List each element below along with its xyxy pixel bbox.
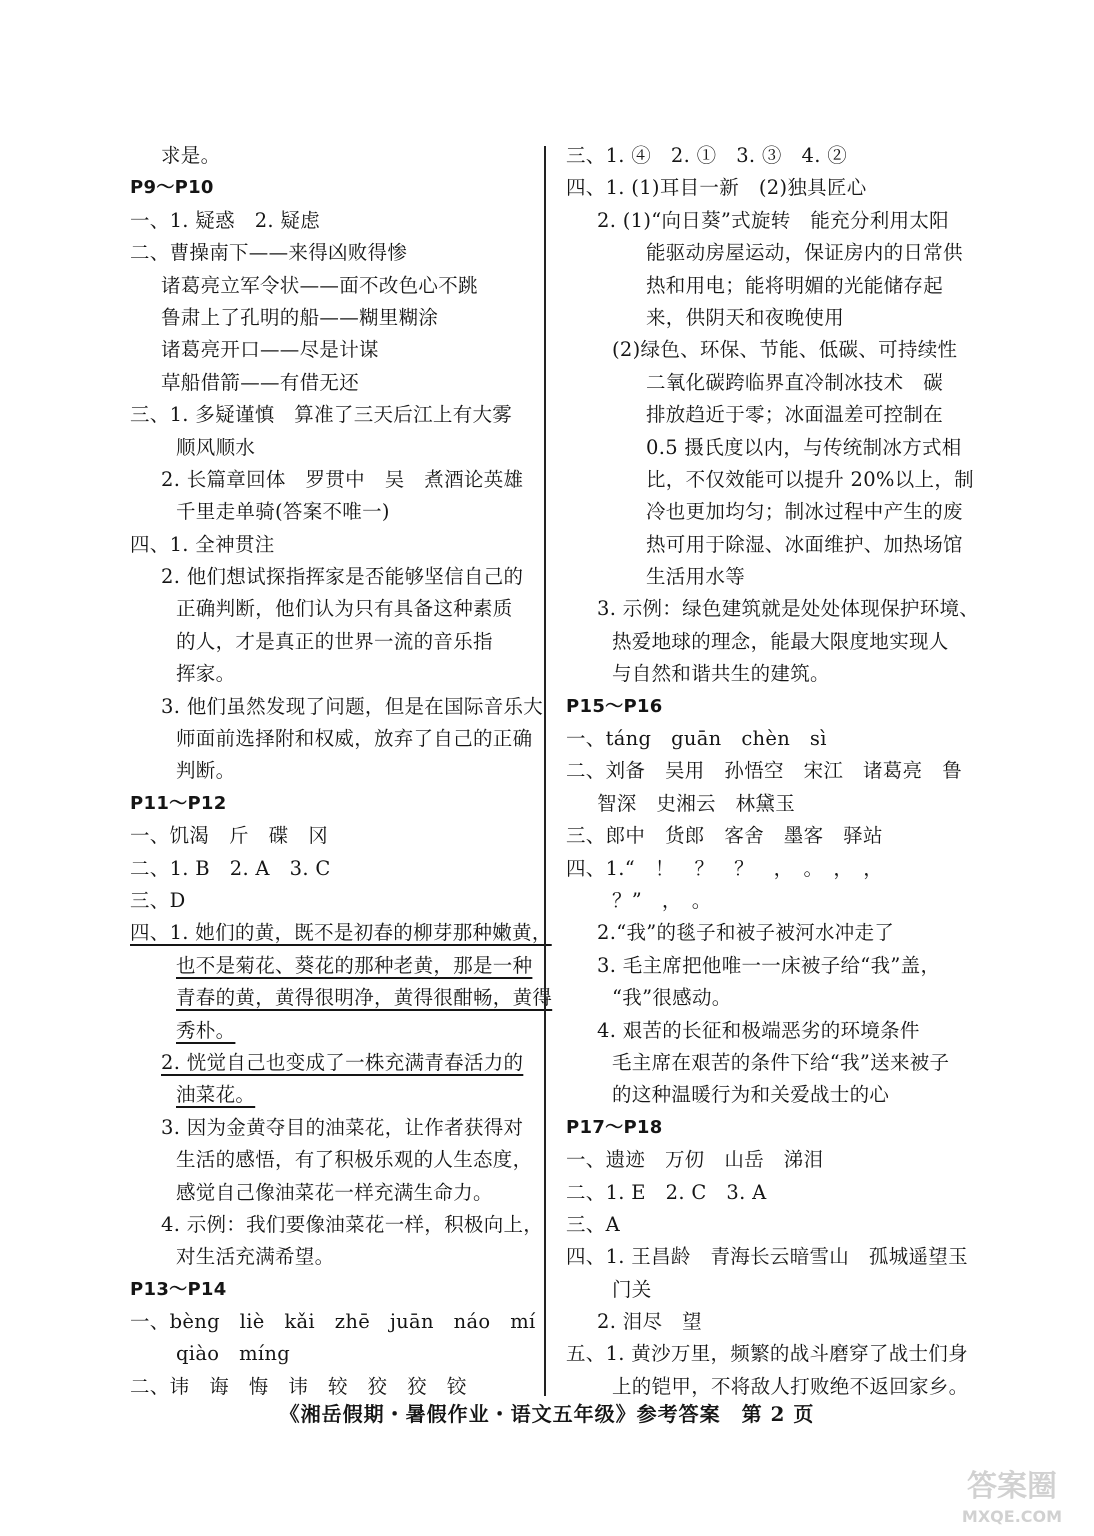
answer-line: 0.5 摄氏度以内，与传统制冰方式相 — [646, 435, 962, 459]
answer-line: 也不是菊花、葵花的那种老黄，那是一种 — [176, 953, 533, 977]
answer-line: 排放趋近于零；冰面温差可控制在 — [646, 403, 944, 427]
answer-line: 热和用电；能将明媚的光能储存起 — [646, 273, 944, 297]
answer-line: 热爱地球的理念，能最大限度地实现人 — [612, 629, 949, 653]
answer-line: 的这种温暖行为和关爱战士的心 — [612, 1083, 890, 1107]
section-heading: P11～P12 — [130, 792, 227, 814]
answer-line: 三、D — [130, 888, 186, 912]
answer-line: 来，供阴天和夜晚使用 — [646, 305, 845, 329]
answer-line: 2. 长篇章回体 罗贯中 吴 煮酒论英雄 — [161, 467, 524, 491]
answer-line: 2. (1)“向日葵”式旋转 能充分利用太阳 — [597, 208, 949, 232]
answer-line: 三、A — [566, 1212, 620, 1236]
answer-line: 四、1. 全神贯注 — [130, 532, 275, 556]
answer-line: 五、1. 黄沙万里，频繁的战斗磨穿了战士们身 — [566, 1342, 968, 1366]
answer-line: 比，不仅效能可以提升 20%以上，制 — [646, 467, 974, 491]
answer-line: 三、1. 多疑谨慎 算准了三天后江上有大雾 — [130, 403, 513, 427]
answer-line: 秀朴。 — [176, 1018, 236, 1042]
answer-line: 求是。 — [161, 144, 221, 167]
answer-line: 二、讳 诲 悔 讳 较 狡 狡 铰 — [130, 1374, 467, 1398]
left-column — [130, 140, 553, 1403]
answer-line: 生活的感悟，有了积极乐观的人生态度， — [176, 1148, 533, 1172]
answer-line: 热可用于除湿、冰面维护、加热场馆 — [646, 532, 963, 556]
section-heading: P15～P16 — [566, 695, 663, 717]
answer-line: (2)绿色、环保、节能、低碳、可持续性 — [612, 338, 958, 362]
section-heading: P17～P18 — [566, 1116, 663, 1138]
answer-line: 诸葛亮开口——尽是计谋 — [161, 338, 379, 362]
answer-line: qiào míng — [176, 1342, 291, 1366]
answer-line: 四、1. 王昌龄 青海长云暗雪山 孤城遥望玉 — [566, 1245, 968, 1269]
answer-line: 3. 毛主席把他唯一一床被子给“我”盖， — [597, 953, 941, 977]
answer-line: 门关 — [612, 1277, 652, 1301]
answer-line: 三、1. ④ 2. ① 3. ③ 4. ② — [566, 144, 848, 167]
answer-line: 一、饥渴 斤 碟 冈 — [130, 824, 329, 848]
answer-line: 师面前选择附和权威，放弃了自己的正确 — [176, 727, 533, 751]
watermark-logo — [942, 1458, 1082, 1530]
answer-line: “我”很感动。 — [612, 986, 732, 1010]
answer-line: 生活用水等 — [646, 565, 746, 589]
answer-line: 二、曹操南下——来得凶败得惨 — [130, 241, 408, 265]
answer-line: 上的铠甲，不将敌人打败绝不返回家乡。 — [612, 1374, 969, 1398]
answer-line: ？” ， 。 — [612, 888, 712, 912]
answer-line: 判断。 — [176, 759, 236, 783]
answer-line: 智深 史湘云 林黛玉 — [597, 791, 796, 815]
column-divider — [544, 146, 546, 1396]
answer-line: 正确判断，他们认为只有具备这种素质 — [176, 597, 513, 621]
answer-line: 二、1. E 2. C 3. A — [566, 1180, 767, 1204]
answer-line: 的人，才是真正的世界一流的音乐指 — [176, 629, 493, 653]
answer-line: 与自然和谐共生的建筑。 — [612, 662, 830, 686]
answer-line: 毛主席在艰苦的条件下给“我”送来被子 — [612, 1050, 950, 1074]
page-footer: 《湘岳假期・暑假作业・语文五年级》参考答案 第 2 页 — [279, 1402, 815, 1426]
answer-line: 二氧化碳跨临界直冷制冰技术 碳 — [646, 370, 944, 394]
answer-line: 青春的黄，黄得很明净，黄得很酣畅，黄得 — [176, 986, 553, 1010]
right-column — [566, 140, 980, 1403]
answer-line: 3. 示例：绿色建筑就是处处体现保护环境、 — [597, 597, 980, 621]
answer-line: 3. 他们虽然发现了问题，但是在国际音乐大 — [161, 694, 544, 718]
answer-line: 四、1. (1)耳目一新 (2)独具匠心 — [566, 176, 867, 200]
answer-line: 一、bèng liè kǎi zhē juān náo mí — [130, 1310, 536, 1334]
answer-line: 能驱动房屋运动，保证房内的日常供 — [646, 241, 963, 265]
answer-line: 2. 恍觉自己也变成了一株充满青春活力的 — [161, 1050, 524, 1074]
section-heading: P13～P14 — [130, 1278, 227, 1300]
answer-line: 2. 他们想试探指挥家是否能够坚信自己的 — [161, 565, 524, 589]
answer-line: 感觉自己像油菜花一样充满生命力。 — [176, 1180, 493, 1204]
answer-line: 三、郎中 货郎 客舍 墨客 驿站 — [566, 824, 883, 848]
watermark-sub: MXQE.COM — [961, 1507, 1063, 1526]
answer-line: 二、1. B 2. A 3. C — [130, 856, 331, 880]
answer-line: 草船借箭——有借无还 — [161, 370, 359, 394]
answer-line: 四、1. 她们的黄，既不是初春的柳芽那种嫩黄， — [130, 921, 552, 945]
answer-line: 一、1. 疑惑 2. 疑虑 — [130, 208, 321, 232]
answer-line: 对生活充满希望。 — [176, 1245, 335, 1269]
section-heading: P9～P10 — [130, 177, 214, 199]
answer-line: 4. 艰苦的长征和极端恶劣的环境条件 — [597, 1018, 920, 1042]
answer-line: 诸葛亮立军令状——面不改色心不跳 — [161, 273, 478, 297]
answer-line: 二、刘备 吴用 孙悟空 宋江 诸葛亮 鲁 — [566, 759, 963, 783]
watermark-main: 答案圈 — [967, 1469, 1057, 1504]
answer-line: 4. 示例：我们要像油菜花一样，积极向上， — [161, 1212, 544, 1236]
answer-line: 油菜花。 — [176, 1083, 256, 1107]
answer-line: 2. 泪尽 望 — [597, 1310, 702, 1334]
answer-line: 顺风顺水 — [176, 435, 256, 459]
answer-line: 一、遗迹 万仞 山岳 涕泪 — [566, 1148, 824, 1172]
answer-line: 3. 因为金黄夺目的油菜花，让作者获得对 — [161, 1115, 524, 1139]
answer-line: 冷也更加均匀；制冰过程中产生的废 — [646, 500, 963, 524]
answer-line: 2.“我”的毯子和被子被河水冲走了 — [597, 921, 895, 945]
answer-line: 四、1.“ ！ ？ ？ ， 。 ， ， — [566, 856, 884, 880]
answer-line: 千里走单骑(答案不唯一) — [176, 500, 390, 524]
answer-line: 鲁肃上了孔明的船——糊里糊涂 — [161, 305, 439, 329]
answer-line: 一、táng guān chèn sì — [566, 727, 827, 751]
answer-line: 挥家。 — [176, 662, 236, 686]
